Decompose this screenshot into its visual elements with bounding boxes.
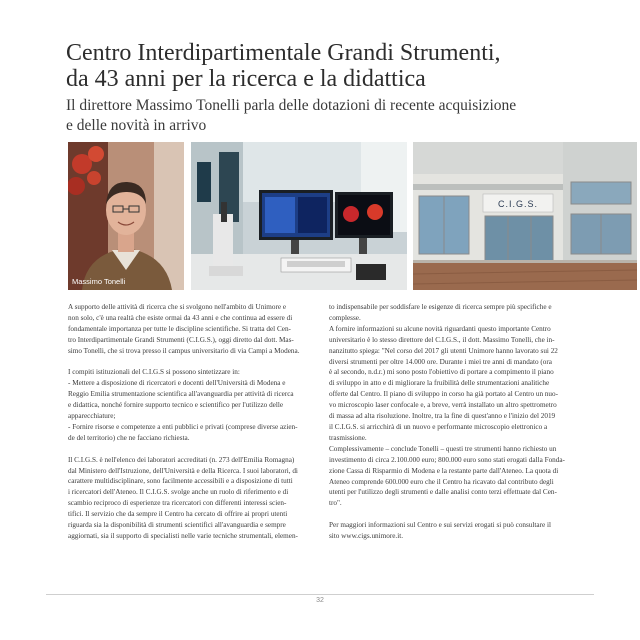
body-line: e didattica, nonché fornire supporto tecnico e scientifico per l'utilizzo delle (68, 401, 284, 410)
paragraph-gap (329, 509, 577, 520)
body-line: - Mettere a disposizione di ricercatori e docenti dell'Università di Modena e (68, 379, 286, 388)
footer-divider (46, 594, 594, 595)
body-line: di massa ad alta risoluzione. Inoltre, tra la fine di quest'anno e l'inizio del 2019 (329, 412, 556, 421)
body-line: non solo, c'è una realtà che esiste ormai da 43 anni e che continua ad essere di (68, 313, 293, 322)
article-body-right (329, 302, 577, 542)
body-line: Complessivamente – conclude Tonelli – questi tre strumenti hanno richiesto un (329, 444, 557, 453)
body-line: carattere multidisciplinare, sono facilmente accessibili e a disposizione di tutti (68, 477, 293, 486)
body-line: I compiti istituzionali del C.I.G.S si possono sintetizzare in: (68, 368, 240, 377)
article-body-left (68, 302, 316, 542)
photo-caption: Massimo Tonelli (72, 277, 126, 286)
building-illustration (413, 142, 637, 290)
body-line: de del territorio) che ne facciano richiesta. (68, 433, 190, 442)
body-line: di sviluppo in atto e di migliorare la fruibilità delle strumentazioni analitiche (329, 379, 550, 388)
website-line[interactable]: sito www.cigs.unimore.it. (329, 532, 403, 541)
body-line: utenti per l'utilizzo degli strumenti e dalle analisi conto terzi effettuate dal Cen- (329, 488, 557, 497)
body-line: aggiornati, sia il supporto di specialisti nelle varie tecniche strumentali, elemen- (68, 532, 298, 540)
body-line: il C.I.G.S. si arricchirà di un nuovo e performante microscopio elettronico a (329, 422, 548, 431)
lab-illustration (191, 142, 407, 290)
building-sign-text: C.I.G.S. (497, 199, 539, 209)
body-line: offerte dal Centro. Il piano di sviluppo in corso ha già portato al Centro un nuo- (329, 390, 559, 399)
title-line: Centro Interdipartimentale Grandi Strumenti, (66, 40, 501, 66)
body-line: Reggio Emilia strumentazione scientifica all'avanguardia per attività di ricerca (68, 390, 294, 399)
body-line: Ateneo comprende 600.000 euro che il Centro ha ricavato dal contributo degli (329, 477, 554, 486)
subtitle-line: Il direttore Massimo Tonelli parla delle dotazioni di recente acquisizione (66, 97, 517, 114)
body-line: è al secondo, n.d.r.) mi sono posto l'obiettivo di portare a compimento il piano (329, 368, 554, 377)
title-line: da 43 anni per la ricerca e la didattica (66, 66, 426, 92)
body-line: tro". (329, 499, 342, 508)
body-line: investimento di circa 2.100.000 euro; 800.000 euro sono stati erogati dalla Fonda- (329, 455, 565, 464)
portrait-photo (68, 142, 184, 290)
portrait-illustration (68, 142, 184, 290)
body-line: to indispensabile per soddisfare le esigenze di ricerca sempre più specifiche e (329, 303, 552, 311)
body-line: apparecchiature; (68, 412, 116, 421)
body-line: zione Cassa di Risparmio di Modena e la restante parte dall'Ateneo. La quota di (329, 466, 559, 475)
body-line: - Fornire risorse e competenze a enti pubblici e privati (comprese diverse azien- (68, 422, 298, 431)
body-line: nanzitutto spiega: "Nel corso del 2017 gli utenti Unimore hanno lavorato sui 22 (329, 346, 558, 355)
article-title (66, 40, 606, 92)
body-line: trasmissione. (329, 433, 367, 442)
body-line: A fornire informazioni su alcune novità riguardanti questo importante Centro (329, 324, 551, 333)
body-line: fondamentale importanza per tutte le discipline scientifiche. Si tratta del Cen- (68, 324, 291, 333)
body-line: tro Interdipartimentale Grandi Strumenti (C.I.G.S.), oggi diretto dal dott. Mas- (68, 335, 294, 344)
building-photo (413, 142, 637, 290)
body-line: Per maggiori informazioni sul Centro e sui servizi erogati si può consultare il (329, 521, 551, 530)
paragraph-gap (68, 357, 316, 368)
body-line: Il C.I.G.S. è nell'elenco dei laboratori accreditati (n. 273 dell'Emilia Romagna) (68, 455, 295, 464)
body-line: simo Tonelli, che si trova presso il campus universitario di via Campi a Modena. (68, 346, 300, 355)
body-line: dal Ministero dell'Istruzione, dell'Università e della Ricerca. I suoi laboratori, di (68, 466, 298, 475)
body-line: complesse. (329, 313, 361, 322)
lab-photo (191, 142, 407, 290)
body-line: scambio reciproco di esperienze tra ricercatori con differenti interessi scien- (68, 499, 287, 508)
page-number: 32 (316, 597, 324, 604)
body-line: diversi strumenti per oltre 14.000 ore. Durante i miei tre anni di mandato (ora (329, 357, 552, 366)
subtitle-line: e delle novità in arrivo (66, 117, 207, 134)
body-line: tifici. Il servizio che da sempre il Centro ha cercato di offrire ai propri utenti (68, 510, 288, 519)
body-line: universitario è lo stesso direttore del C.I.G.S., il dott. Massimo Tonelli, che in- (329, 335, 555, 344)
body-line: i ricercatori dell'Ateneo. Il C.I.G.S. svolge anche un ruolo di riferimento e di (68, 488, 289, 497)
paragraph-gap (68, 444, 316, 455)
body-line: riguarda sia la disponibilità di strumenti scientifici all'avanguardia e sempre (68, 521, 286, 530)
body-line: vo microscopio laser confocale e, a breve, verrà installato un altro spettrometro (329, 401, 557, 410)
body-line: A supporto delle attività di ricerca che si svolgono nell'ambito di Unimore e (68, 303, 287, 311)
article-subtitle (66, 96, 616, 136)
